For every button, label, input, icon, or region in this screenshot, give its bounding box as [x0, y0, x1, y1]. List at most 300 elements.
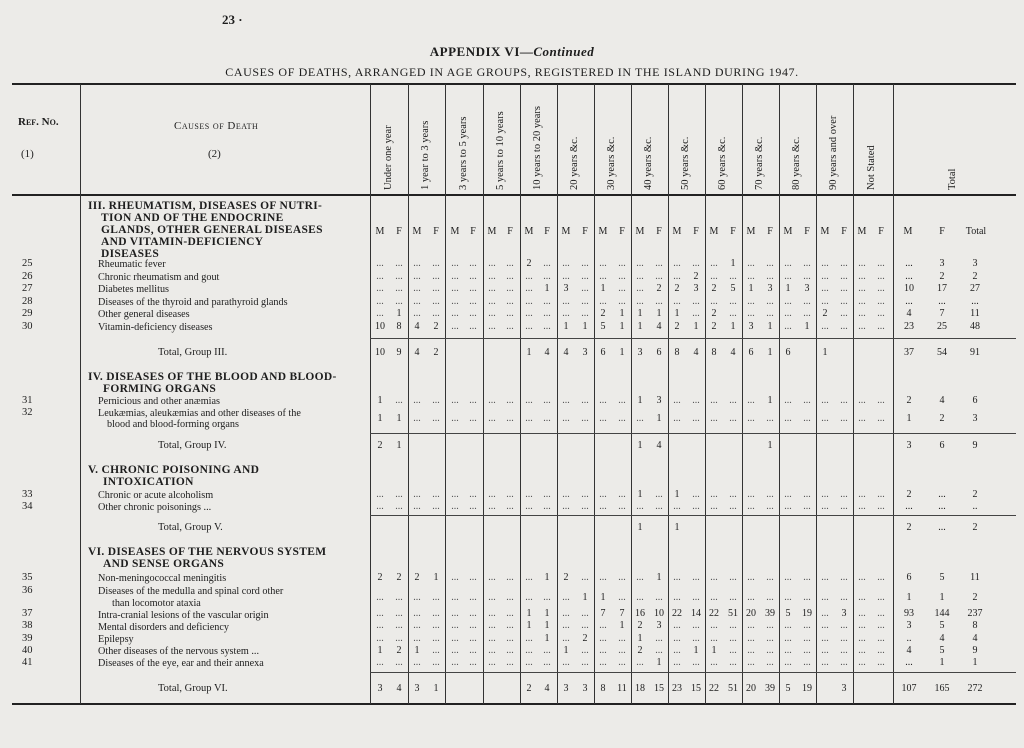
empty-cell: ...	[618, 489, 626, 500]
row-total: 2	[972, 592, 978, 603]
empty-cell: ...	[376, 258, 384, 269]
group-male-total: 3	[906, 440, 912, 451]
empty-cell: ...	[655, 633, 663, 644]
empty-cell: ...	[636, 283, 644, 294]
group-total: 2	[972, 522, 978, 533]
age-header: 5 years to 10 years	[495, 111, 506, 190]
empty-cell: ...	[581, 283, 589, 294]
age-header: 70 years &c.	[754, 136, 765, 190]
empty-cell: ...	[543, 489, 551, 500]
empty-cell: ...	[451, 645, 459, 656]
empty-cell: ...	[432, 271, 440, 282]
empty-cell: ...	[821, 283, 829, 294]
empty-cell: ...	[469, 592, 477, 603]
empty-cell: ...	[729, 633, 737, 644]
age-cell: 1	[767, 440, 773, 451]
age-cell: 16	[635, 608, 645, 619]
ref-number: 27	[22, 283, 33, 294]
sex-header: M	[375, 226, 385, 237]
age-cell: 1	[730, 258, 736, 269]
empty-cell: ...	[784, 592, 792, 603]
ref-number: 39	[22, 633, 33, 644]
empty-cell: ...	[488, 283, 496, 294]
empty-cell: ...	[747, 633, 755, 644]
age-cell: 2	[693, 271, 699, 282]
age-cell: 1	[656, 657, 662, 668]
empty-cell: ...	[488, 592, 496, 603]
group-title: III. RHEUMATISM, DISEASES OF NUTRI- TION AND OF THE ENDOCRINE GLANDS, OTHER GENERAL DISEASES AND VITAMIN-DEFICIENCY DISEASES	[88, 200, 323, 260]
age-cell: 1	[433, 572, 439, 583]
empty-cell: ...	[376, 657, 384, 668]
empty-cell: ...	[525, 572, 533, 583]
empty-cell: ...	[821, 608, 829, 619]
sex-header: M	[903, 226, 913, 237]
row-male-total: ...	[905, 296, 913, 307]
age-header: 60 years &c.	[717, 136, 728, 190]
empty-cell: ...	[413, 620, 421, 631]
empty-cell: ...	[747, 308, 755, 319]
empty-cell: ...	[766, 501, 774, 512]
empty-cell: ...	[432, 258, 440, 269]
age-cell: 2	[563, 572, 569, 583]
empty-cell: ...	[766, 620, 774, 631]
empty-cell: ...	[599, 620, 607, 631]
age-header: 80 years &c.	[791, 136, 802, 190]
cause-label: Leukæmias, aleukæmias and other diseases of the	[98, 408, 301, 419]
sex-header: F	[693, 226, 699, 237]
age-cell: 4	[656, 440, 662, 451]
age-cell: 3	[693, 283, 699, 294]
empty-cell: ...	[877, 592, 885, 603]
empty-cell: ...	[506, 283, 514, 294]
age-cell: 8	[711, 347, 717, 358]
age-cell: 1	[526, 620, 532, 631]
empty-cell: ...	[618, 413, 626, 424]
empty-cell: ...	[376, 283, 384, 294]
empty-cell: ...	[525, 308, 533, 319]
age-cell: 19	[802, 683, 812, 694]
age-cell: 1	[730, 321, 736, 332]
empty-cell: ...	[747, 645, 755, 656]
empty-cell: ...	[395, 633, 403, 644]
empty-cell: ...	[766, 572, 774, 583]
age-cell: 2	[711, 283, 717, 294]
group-female-total: 165	[934, 683, 950, 694]
empty-cell: ...	[692, 395, 700, 406]
age-cell: 4	[414, 321, 420, 332]
total-rule	[370, 433, 1016, 434]
empty-cell: ...	[543, 271, 551, 282]
row-total: 4	[972, 633, 978, 644]
row-total: 237	[967, 608, 983, 619]
empty-cell: ...	[599, 271, 607, 282]
empty-cell: ...	[673, 572, 681, 583]
empty-cell: ...	[877, 620, 885, 631]
empty-cell: ...	[747, 620, 755, 631]
empty-cell: ...	[451, 296, 459, 307]
empty-cell: ...	[655, 501, 663, 512]
empty-cell: ...	[784, 657, 792, 668]
empty-cell: ...	[469, 395, 477, 406]
group-male-total: 37	[904, 347, 914, 358]
row-female-total: ...	[938, 489, 946, 500]
empty-cell: ...	[525, 321, 533, 332]
empty-cell: ...	[692, 296, 700, 307]
empty-cell: ...	[784, 501, 792, 512]
age-cell: 1	[563, 321, 569, 332]
ref-no-header: Ref. No.	[18, 116, 59, 128]
empty-cell: ...	[432, 296, 440, 307]
empty-cell: ...	[599, 258, 607, 269]
empty-cell: ...	[376, 308, 384, 319]
empty-cell: ...	[432, 608, 440, 619]
empty-cell: ...	[729, 395, 737, 406]
empty-cell: ...	[766, 413, 774, 424]
empty-cell: ...	[451, 413, 459, 424]
age-cell: 1	[619, 620, 625, 631]
col-sep	[893, 84, 894, 704]
age-cell: 4	[656, 321, 662, 332]
empty-cell: ...	[692, 572, 700, 583]
empty-cell: ...	[729, 489, 737, 500]
empty-cell: ...	[543, 308, 551, 319]
empty-cell: ...	[692, 413, 700, 424]
age-cell: 1	[396, 413, 402, 424]
empty-cell: ...	[488, 308, 496, 319]
empty-cell: ...	[766, 271, 774, 282]
empty-cell: ...	[562, 620, 570, 631]
empty-cell: ...	[858, 308, 866, 319]
row-male-total: 4	[906, 308, 912, 319]
age-cell: 2	[377, 572, 383, 583]
empty-cell: ...	[581, 657, 589, 668]
age-cell: 3	[377, 683, 383, 694]
empty-cell: ...	[858, 296, 866, 307]
empty-cell: ...	[451, 321, 459, 332]
ref-number: 37	[22, 608, 33, 619]
empty-cell: ...	[710, 413, 718, 424]
empty-cell: ...	[376, 489, 384, 500]
age-cell: 2	[414, 572, 420, 583]
empty-cell: ...	[692, 308, 700, 319]
empty-cell: ...	[488, 501, 496, 512]
empty-cell: ...	[729, 657, 737, 668]
empty-cell: ...	[821, 657, 829, 668]
empty-cell: ...	[766, 489, 774, 500]
age-cell: 3	[582, 347, 588, 358]
empty-cell: ...	[488, 321, 496, 332]
empty-cell: ...	[599, 413, 607, 424]
empty-cell: ...	[618, 271, 626, 282]
empty-cell: ...	[877, 657, 885, 668]
empty-cell: ...	[821, 271, 829, 282]
age-cell: 1	[656, 308, 662, 319]
empty-cell: ...	[543, 413, 551, 424]
empty-cell: ...	[766, 645, 774, 656]
group-title: V. CHRONIC POISONING AND INTOXICATION	[88, 464, 260, 488]
cause-label: Vitamin-deficiency diseases	[98, 322, 213, 333]
empty-cell: ...	[803, 271, 811, 282]
empty-cell: ...	[858, 572, 866, 583]
empty-cell: ...	[562, 489, 570, 500]
page-number: 23 ·	[222, 12, 243, 27]
empty-cell: ...	[506, 572, 514, 583]
row-total: 9	[972, 645, 978, 656]
empty-cell: ...	[710, 657, 718, 668]
ref-number: 26	[22, 271, 33, 282]
empty-cell: ...	[747, 657, 755, 668]
empty-cell: ...	[858, 657, 866, 668]
empty-cell: ...	[413, 608, 421, 619]
age-cell: 1	[637, 440, 643, 451]
empty-cell: ...	[840, 308, 848, 319]
empty-cell: ...	[581, 645, 589, 656]
empty-cell: ...	[562, 308, 570, 319]
empty-cell: ...	[581, 395, 589, 406]
empty-cell: ...	[636, 413, 644, 424]
empty-cell: ...	[821, 395, 829, 406]
empty-cell: ...	[747, 296, 755, 307]
empty-cell: ...	[840, 395, 848, 406]
row-male-total: 1	[906, 592, 912, 603]
row-female-total: 5	[939, 620, 945, 631]
empty-cell: ...	[525, 592, 533, 603]
empty-cell: ...	[840, 657, 848, 668]
empty-cell: ...	[506, 296, 514, 307]
empty-cell: ...	[506, 413, 514, 424]
empty-cell: ...	[618, 645, 626, 656]
cause-label-cont: blood and blood-forming organs	[107, 419, 239, 430]
empty-cell: ...	[729, 271, 737, 282]
table-subtitle: CAUSES OF DEATHS, ARRANGED IN AGE GROUPS, REGISTERED IN THE ISLAND DURING 1947.	[225, 65, 799, 79]
total-rule	[370, 338, 1016, 339]
age-header: 3 years to 5 years	[458, 116, 469, 190]
cause-col-number: (2)	[208, 148, 221, 160]
empty-cell: ...	[655, 645, 663, 656]
age-cell: 2	[377, 440, 383, 451]
ref-number: 34	[22, 501, 33, 512]
row-female-total: 17	[937, 283, 947, 294]
empty-cell: ...	[599, 633, 607, 644]
empty-cell: ...	[636, 572, 644, 583]
age-cell: 10	[375, 347, 385, 358]
sex-header: M	[524, 226, 534, 237]
cause-label: Diseases of the thyroid and parathyroid glands	[98, 297, 288, 308]
empty-cell: ...	[877, 501, 885, 512]
empty-cell: ...	[858, 592, 866, 603]
empty-cell: ...	[543, 321, 551, 332]
age-cell: 3	[841, 683, 847, 694]
row-female-total: 1	[939, 657, 945, 668]
empty-cell: ...	[840, 271, 848, 282]
empty-cell: ...	[488, 633, 496, 644]
empty-cell: ...	[581, 258, 589, 269]
empty-cell: ...	[692, 501, 700, 512]
empty-cell: ...	[562, 633, 570, 644]
empty-cell: ...	[451, 572, 459, 583]
age-cell: 51	[728, 683, 738, 694]
age-cell: 2	[526, 258, 532, 269]
empty-cell: ...	[618, 501, 626, 512]
empty-cell: ...	[395, 489, 403, 500]
age-cell: 1	[544, 620, 550, 631]
age-cell: 7	[600, 608, 606, 619]
empty-cell: ...	[376, 633, 384, 644]
empty-cell: ...	[655, 592, 663, 603]
empty-cell: ...	[840, 592, 848, 603]
age-cell: 1	[377, 413, 383, 424]
empty-cell: ...	[692, 258, 700, 269]
col-sep	[80, 84, 81, 704]
total-rule	[370, 672, 1016, 673]
empty-cell: ...	[469, 572, 477, 583]
row-total: ..	[972, 501, 978, 512]
age-cell: 2	[674, 321, 680, 332]
empty-cell: ...	[451, 308, 459, 319]
row-female-total: 25	[937, 321, 947, 332]
sex-header: F	[878, 226, 884, 237]
empty-cell: ...	[673, 296, 681, 307]
empty-cell: ...	[821, 592, 829, 603]
empty-cell: ...	[618, 296, 626, 307]
group-total-label: Total, Group VI.	[158, 683, 228, 694]
empty-cell: ...	[618, 633, 626, 644]
empty-cell: ...	[655, 258, 663, 269]
empty-cell: ...	[506, 395, 514, 406]
empty-cell: ...	[469, 633, 477, 644]
age-cell: 1	[619, 347, 625, 358]
age-cell: 4	[563, 347, 569, 358]
appendix-label: APPENDIX VI—	[429, 44, 534, 59]
empty-cell: ...	[376, 608, 384, 619]
empty-cell: ...	[432, 633, 440, 644]
empty-cell: ...	[877, 645, 885, 656]
age-cell: 15	[691, 683, 701, 694]
empty-cell: ...	[506, 657, 514, 668]
empty-cell: ...	[618, 657, 626, 668]
row-female-total: 144	[934, 608, 950, 619]
age-cell: 1	[822, 347, 828, 358]
empty-cell: ...	[543, 296, 551, 307]
row-male-total: 1	[906, 413, 912, 424]
sex-header: F	[470, 226, 476, 237]
age-cell: 3	[656, 620, 662, 631]
age-cell: 5	[785, 608, 791, 619]
age-cell: 8	[600, 683, 606, 694]
empty-cell: ...	[506, 308, 514, 319]
empty-cell: ...	[803, 633, 811, 644]
empty-cell: ...	[766, 296, 774, 307]
age-cell: 9	[396, 347, 402, 358]
empty-cell: ...	[599, 501, 607, 512]
age-cell: 1	[656, 572, 662, 583]
empty-cell: ...	[395, 258, 403, 269]
age-cell: 1	[748, 283, 754, 294]
empty-cell: ...	[747, 413, 755, 424]
empty-cell: ...	[655, 271, 663, 282]
empty-cell: ...	[395, 657, 403, 668]
age-header: Under one year	[383, 125, 394, 190]
empty-cell: ...	[877, 572, 885, 583]
ref-number: 31	[22, 395, 33, 406]
age-cell: 1	[693, 321, 699, 332]
age-cell: 1	[656, 413, 662, 424]
empty-cell: ...	[710, 620, 718, 631]
sex-header: M	[598, 226, 608, 237]
cause-label: Epilepsy	[98, 634, 134, 645]
age-cell: 39	[765, 683, 775, 694]
empty-cell: ...	[803, 296, 811, 307]
total-header: Total	[965, 226, 987, 237]
empty-cell: ...	[506, 271, 514, 282]
ref-number: 38	[22, 620, 33, 631]
sex-header: M	[635, 226, 645, 237]
ref-number: 30	[22, 321, 33, 332]
empty-cell: ...	[413, 395, 421, 406]
empty-cell: ...	[710, 258, 718, 269]
cause-label: Other chronic poisonings ...	[98, 502, 212, 513]
empty-cell: ...	[506, 501, 514, 512]
age-cell: 3	[656, 395, 662, 406]
empty-cell: ...	[562, 657, 570, 668]
top-rule	[12, 83, 1016, 85]
age-cell: 1	[637, 633, 643, 644]
empty-cell: ...	[618, 258, 626, 269]
empty-cell: ...	[395, 271, 403, 282]
group-total: 9	[972, 440, 978, 451]
empty-cell: ...	[451, 283, 459, 294]
empty-cell: ...	[710, 592, 718, 603]
sex-header: M	[709, 226, 719, 237]
page-title	[0, 44, 1024, 60]
age-cell: 2	[822, 308, 828, 319]
sex-header: M	[820, 226, 830, 237]
total-rule	[370, 515, 1016, 516]
empty-cell: ...	[747, 501, 755, 512]
ref-number: 36	[22, 585, 33, 596]
empty-cell: ...	[784, 572, 792, 583]
row-total: 1	[972, 657, 978, 668]
empty-cell: ...	[766, 657, 774, 668]
row-male-total: 2	[906, 489, 912, 500]
empty-cell: ...	[525, 283, 533, 294]
empty-cell: ...	[618, 592, 626, 603]
row-male-total: 23	[904, 321, 914, 332]
empty-cell: ...	[395, 296, 403, 307]
age-cell: 1	[563, 645, 569, 656]
age-cell: 2	[396, 645, 402, 656]
age-cell: 3	[767, 283, 773, 294]
empty-cell: ...	[803, 620, 811, 631]
age-cell: 1	[544, 572, 550, 583]
age-cell: 10	[375, 321, 385, 332]
empty-cell: ...	[451, 258, 459, 269]
empty-cell: ...	[821, 258, 829, 269]
group-title: VI. DISEASES OF THE NERVOUS SYSTEM AND SENSE ORGANS	[88, 546, 327, 570]
row-female-total: 2	[939, 413, 945, 424]
empty-cell: ...	[488, 271, 496, 282]
empty-cell: ...	[840, 413, 848, 424]
cause-label: Non-meningococcal meningitis	[98, 573, 227, 584]
age-header: 20 years &c.	[569, 136, 580, 190]
empty-cell: ...	[469, 501, 477, 512]
empty-cell: ...	[599, 572, 607, 583]
empty-cell: ...	[840, 645, 848, 656]
age-cell: 3	[563, 283, 569, 294]
empty-cell: ...	[858, 283, 866, 294]
empty-cell: ...	[840, 296, 848, 307]
empty-cell: ...	[692, 489, 700, 500]
